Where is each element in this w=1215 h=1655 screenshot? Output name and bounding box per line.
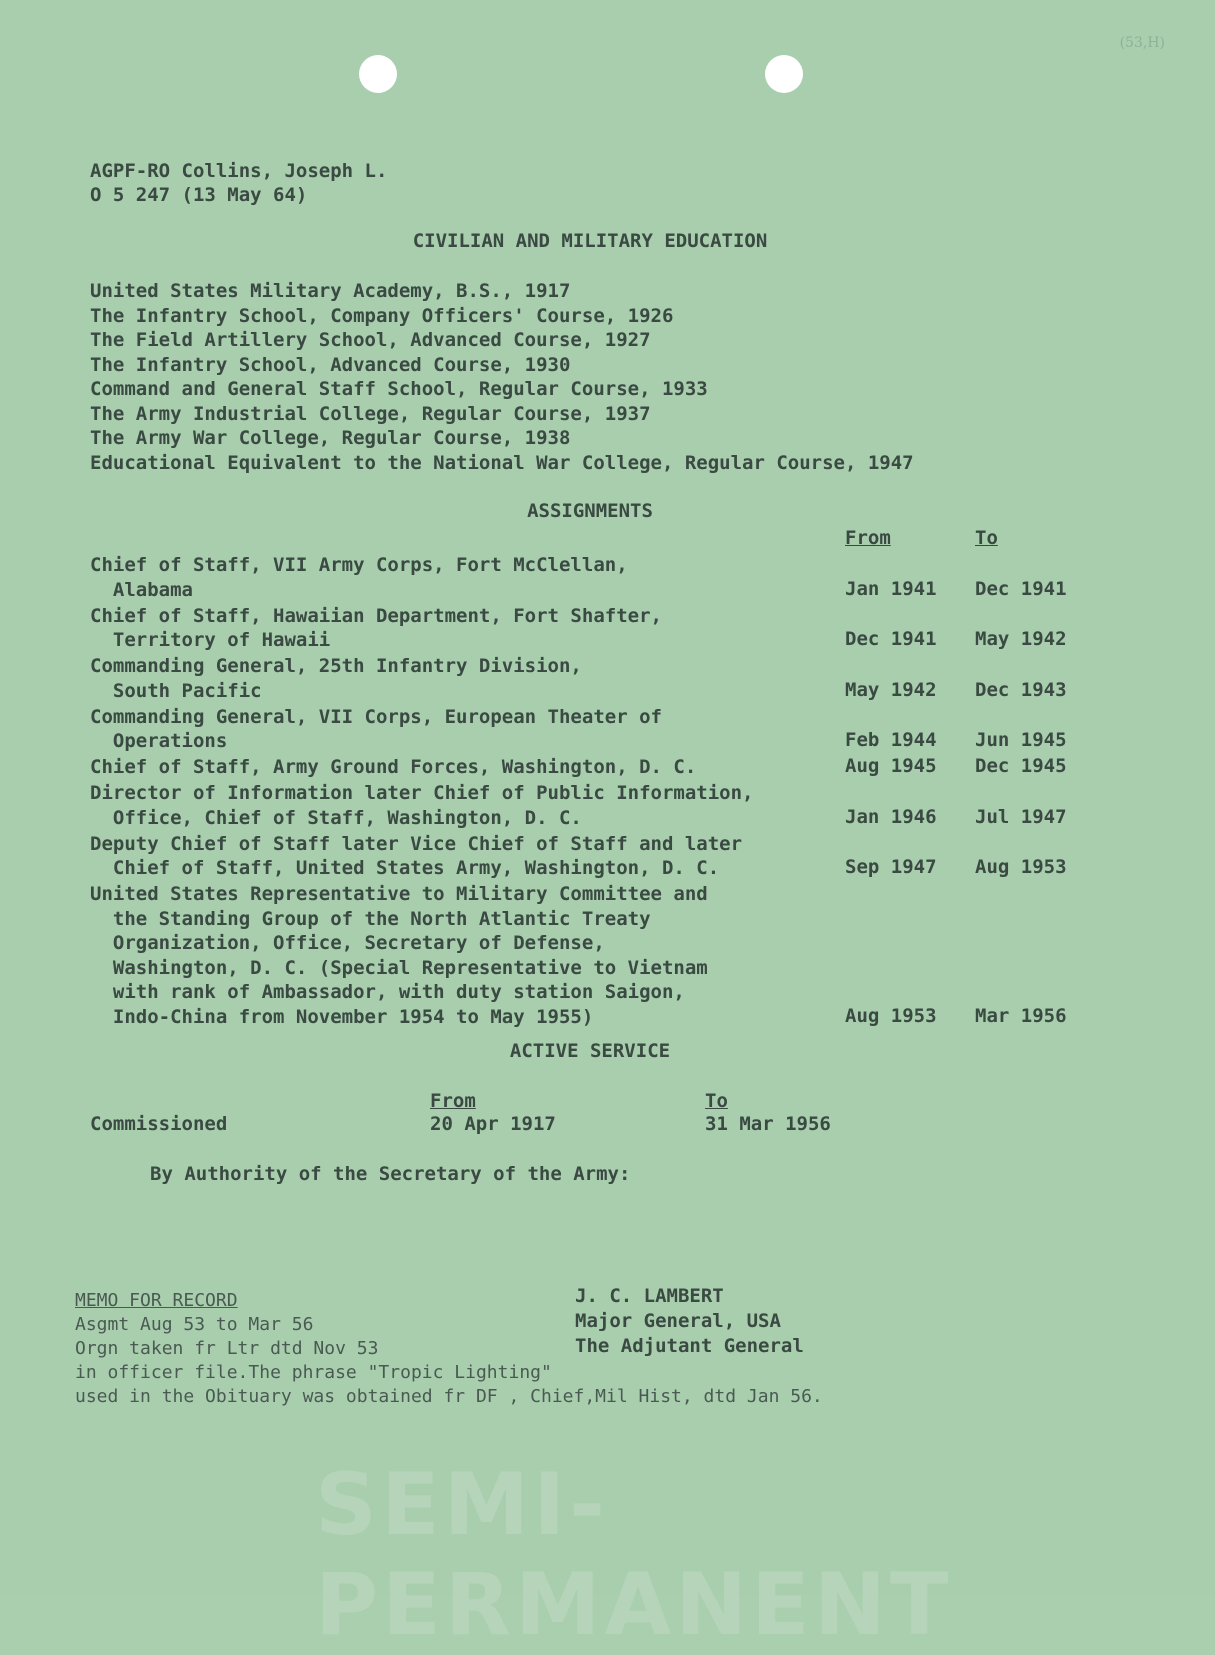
assignment-description — [90, 832, 742, 881]
commissioned-label: Commissioned — [90, 1113, 228, 1135]
assignment-from-date: May 1942 — [845, 678, 937, 701]
assignment-description — [90, 882, 708, 1029]
assignments-to-header: To — [975, 527, 998, 549]
active-service-to-value: 31 Mar 1956 — [705, 1113, 831, 1135]
assignment-description — [90, 781, 753, 830]
assignment-line: Deputy Chief of Staff later Vice Chief of Staff and later — [90, 832, 743, 855]
assignment-line: South Pacific — [90, 679, 262, 702]
assignment-description — [90, 654, 582, 703]
assignment-to-date: Dec 1943 — [975, 678, 1067, 701]
assignment-line: Commanding General, 25th Infantry Division, — [90, 655, 582, 677]
memo-line: used in the Obituary was obtained fr DF , Chief,Mil Hist, dtd Jan 56. — [75, 1386, 823, 1407]
assignments-heading: ASSIGNMENTS — [527, 500, 653, 522]
punch-hole-right — [765, 55, 803, 93]
assignment-line: Organization, Office, Secretary of Defense, — [90, 932, 605, 954]
assignment-line: the Standing Group of the North Atlantic Treaty — [90, 907, 651, 930]
assignment-from-date: Jan 1941 — [845, 577, 937, 600]
file-reference: AGPF-RO Collins, Joseph L. — [90, 160, 388, 182]
assignment-to-date: Dec 1941 — [975, 577, 1067, 600]
assignment-from-date: Sep 1947 — [845, 856, 937, 878]
authority-line: By Authority of the Secretary of the Army: — [150, 1163, 631, 1185]
corner-note: (53,H) — [1119, 35, 1165, 51]
assignment-line: Chief of Staff, Hawaiian Department, Fort Shafter, — [90, 604, 662, 627]
education-item: The Army War College, Regular Course, 1938 — [90, 427, 571, 449]
education-item: The Infantry School, Advanced Course, 1930 — [90, 353, 571, 376]
assignment-line: Chief of Staff, Army Ground Forces, Washington, D. C. — [90, 756, 697, 778]
assignment-line: United States Representative to Military Committee and — [90, 883, 708, 905]
assignment-from-date: Jan 1946 — [845, 805, 937, 828]
signatory-title: The Adjutant General — [575, 1335, 804, 1357]
assignment-line: Office, Chief of Staff, Washington, D. C. — [90, 806, 582, 829]
assignment-description — [90, 604, 662, 653]
assignment-to-date: Aug 1953 — [975, 856, 1067, 878]
education-item: United States Military Academy, B.S., 1917 — [90, 280, 571, 302]
assignment-from-date: Feb 1944 — [845, 729, 937, 751]
assignment-to-date: Dec 1945 — [975, 755, 1067, 777]
assignment-from-date: Aug 1945 — [845, 755, 937, 777]
assignment-description — [90, 705, 662, 754]
assignment-line: Commanding General, VII Corps, European Theater of — [90, 705, 662, 728]
active-service-heading: ACTIVE SERVICE — [509, 1040, 671, 1062]
active-service-from-value: 20 Apr 1917 — [430, 1113, 556, 1135]
assignment-from-date: Dec 1941 — [845, 628, 937, 650]
assignment-line: Indo-China from November 1954 to May 1955) — [90, 1005, 594, 1028]
assignment-line: Chief of Staff, United States Army, Washington, D. C. — [90, 857, 720, 879]
service-number: O 5 247 (13 May 64) — [90, 184, 308, 206]
punch-hole-left — [359, 55, 397, 93]
education-item: The Field Artillery School, Advanced Course, 1927 — [90, 329, 651, 351]
assignment-description — [90, 553, 628, 602]
assignment-description — [90, 755, 696, 780]
memo-line: Asgmt Aug 53 to Mar 56 — [75, 1314, 314, 1335]
active-service-to-header: To — [705, 1090, 728, 1112]
assignment-line: with rank of Ambassador, with duty station Saigon, — [90, 981, 685, 1003]
signatory-name: J. C. LAMBERT — [575, 1285, 724, 1307]
memo-line: Orgn taken fr Ltr dtd Nov 53 — [75, 1338, 379, 1359]
assignment-from-date: Aug 1953 — [845, 1004, 937, 1027]
education-heading: CIVILIAN AND MILITARY EDUCATION — [412, 230, 768, 252]
assignment-line: Director of Information later Chief of Public Information, — [90, 782, 754, 804]
active-service-from-header: From — [430, 1090, 476, 1112]
signatory-rank: Major General, USA — [575, 1310, 781, 1332]
memo-line: in officer file.The phrase "Tropic Lighting" — [75, 1362, 552, 1383]
assignment-line: Alabama — [90, 578, 193, 601]
assignment-line: Chief of Staff, VII Army Corps, Fort McClellan, — [90, 554, 628, 576]
assignment-to-date: Mar 1956 — [975, 1004, 1067, 1027]
semi-permanent-stamp: SEMI-PERMANENT — [315, 1455, 953, 1655]
assignment-to-date: Jun 1945 — [975, 729, 1067, 751]
assignment-to-date: Jul 1947 — [975, 805, 1067, 828]
assignment-to-date: May 1942 — [975, 628, 1067, 650]
education-item: Educational Equivalent to the National War College, Regular Course, 1947 — [90, 451, 914, 474]
assignment-line: Operations — [90, 730, 228, 752]
assignments-from-header: From — [845, 527, 891, 549]
education-item: The Infantry School, Company Officers' Course, 1926 — [90, 304, 674, 327]
memo-heading: MEMO FOR RECORD — [75, 1290, 238, 1311]
assignment-line: Washington, D. C. (Special Representative to Vietnam — [90, 956, 708, 979]
education-item: The Army Industrial College, Regular Course, 1937 — [90, 402, 651, 425]
education-item: Command and General Staff School, Regular Course, 1933 — [90, 378, 708, 400]
assignment-line: Territory of Hawaii — [90, 629, 331, 651]
